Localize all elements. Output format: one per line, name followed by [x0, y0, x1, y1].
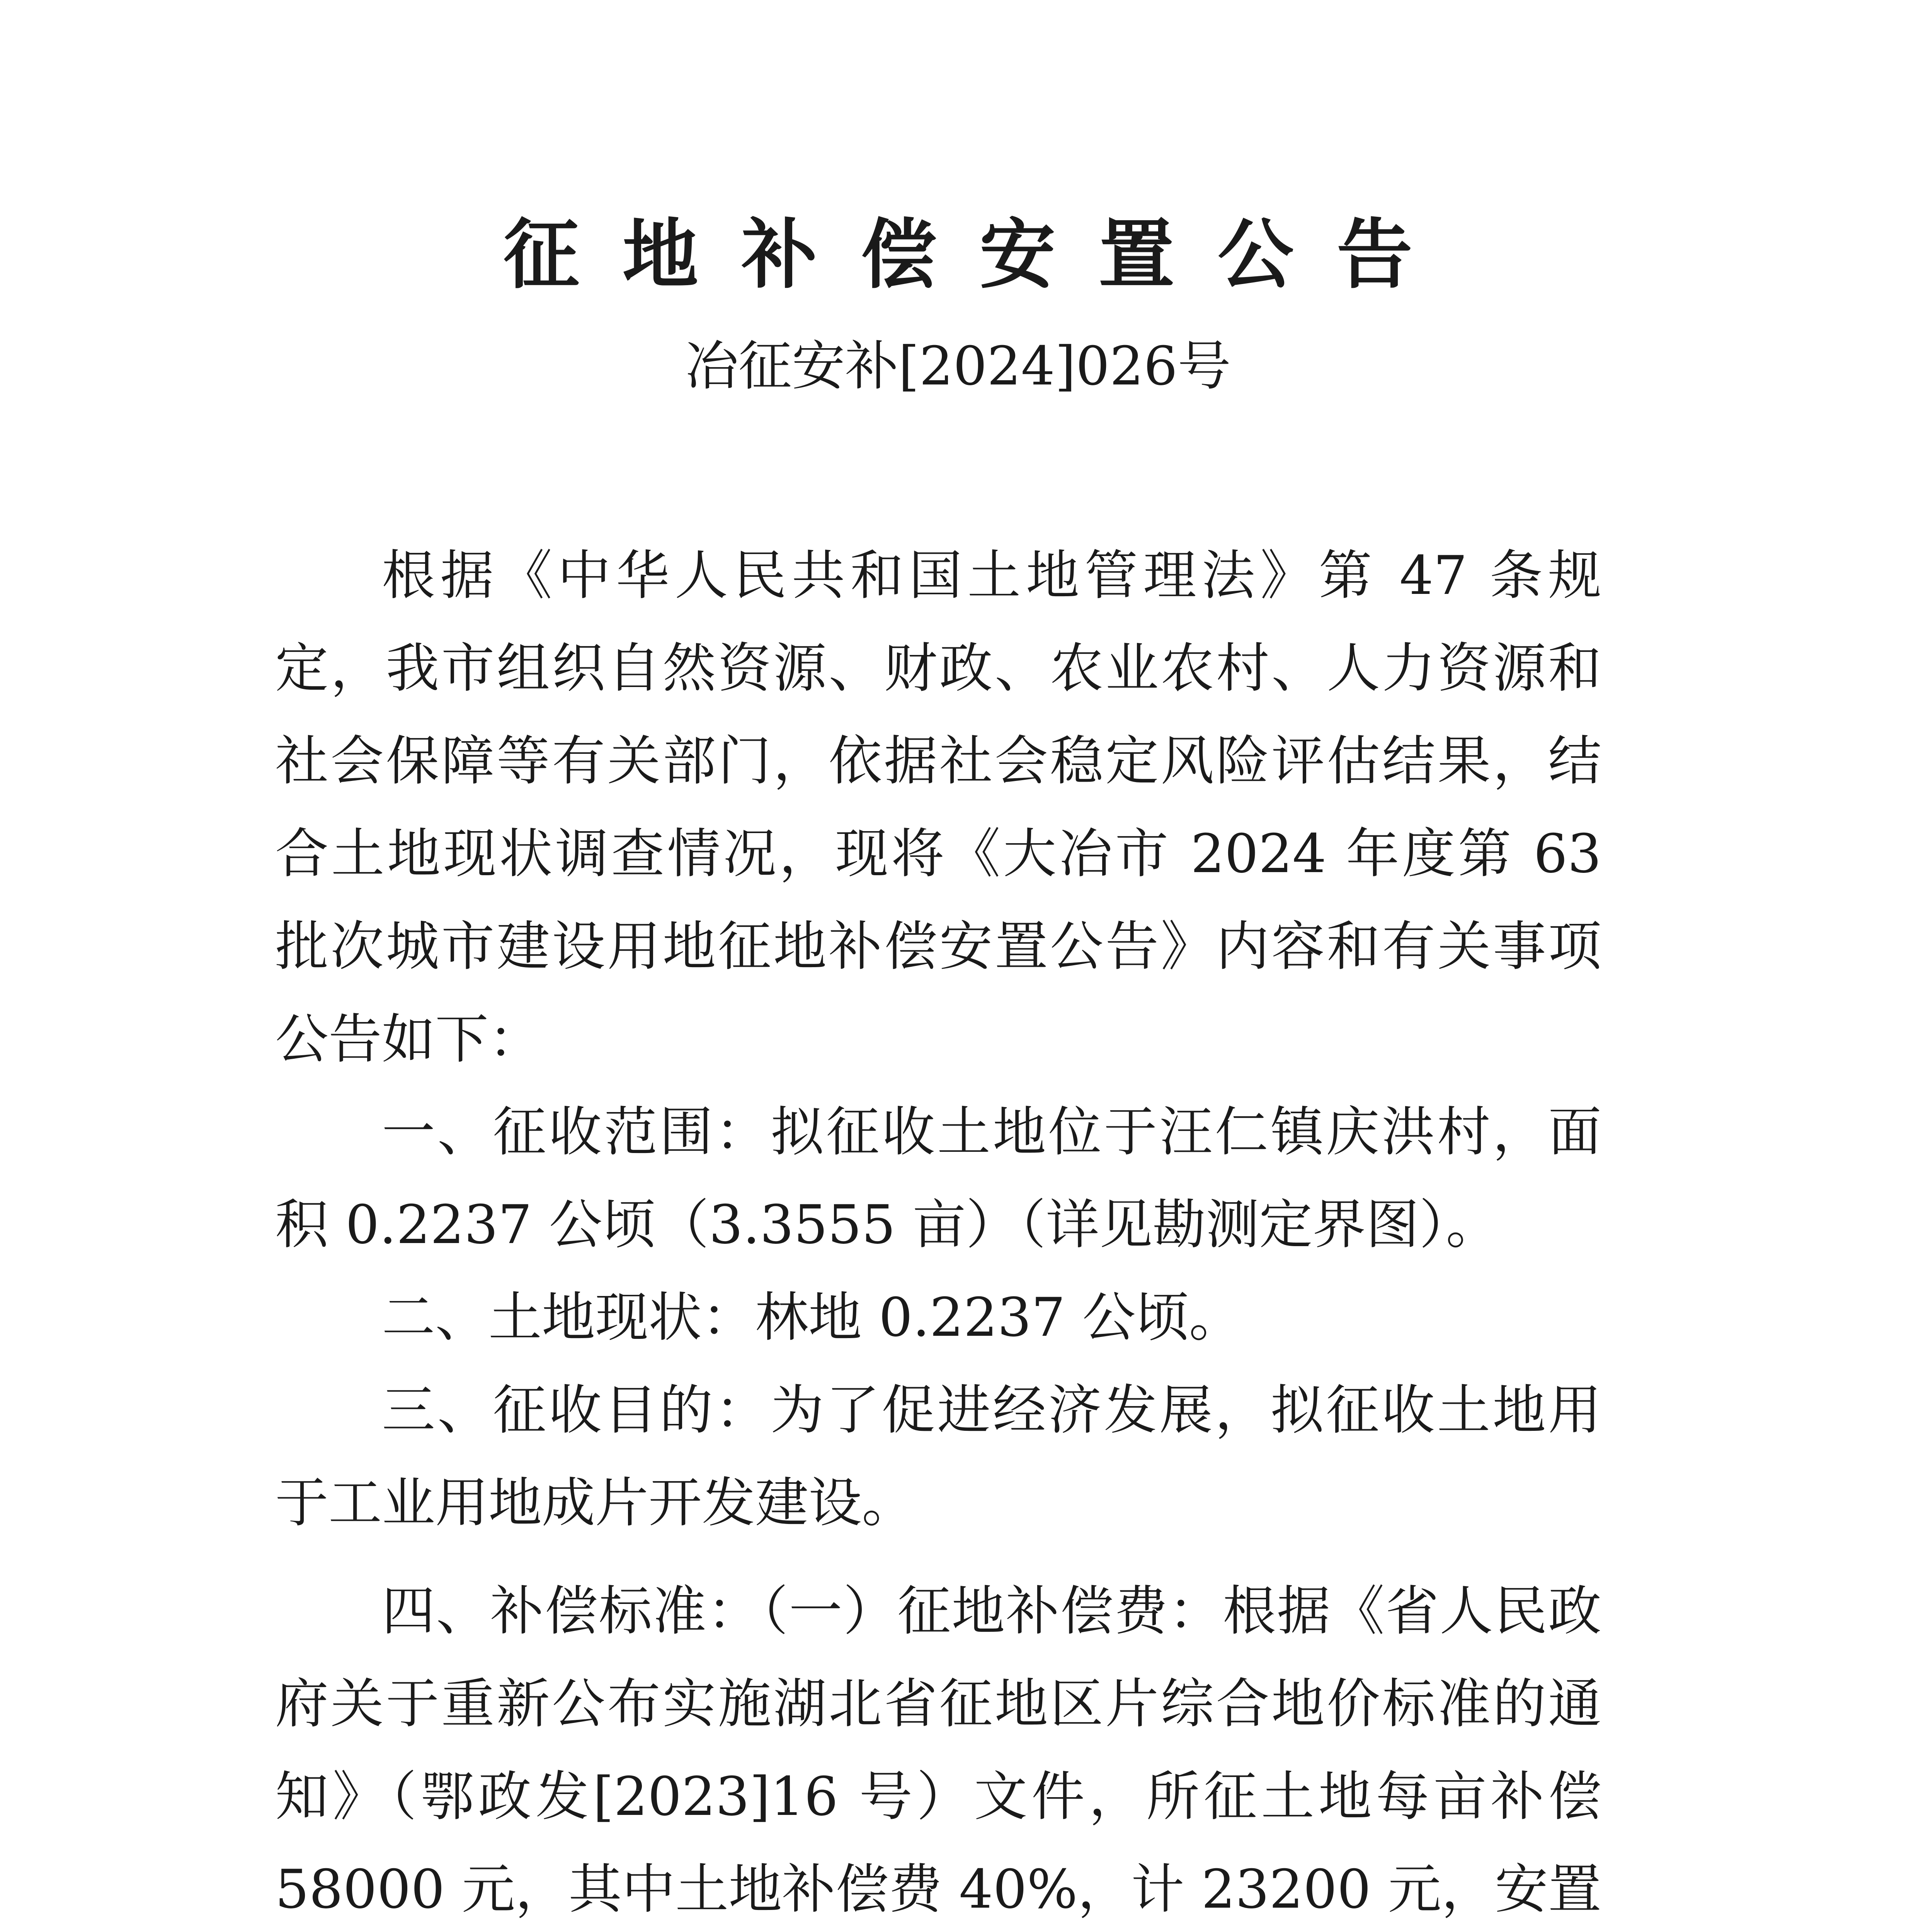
- section-2-land-status: 二、土地现状：林地 0.2237 公顷。: [382, 1286, 1242, 1349]
- section-1-scope: 一、征收范围：拟征收土地位于汪仁镇庆洪村，面积 0.2237 公顷（3.3555 亩）（详见勘测定界图）。: [275, 1101, 1601, 1256]
- document-body: [275, 529, 1601, 1932]
- document-title: 征地补偿安置公告: [503, 211, 1456, 299]
- section-4-compensation-standard: 四、补偿标准：（一）征地补偿费：根据《省人民政府关于重新公布实施湖北省征地区片综合地价标准的通知》（鄂政发[2023]16 号）文件，所征土地每亩补偿 58000 元，其中土地补偿费 40%，计 23200 元，安置: [275, 1580, 1601, 1920]
- section-3-purpose: 三、征收目的：为了促进经济发展，拟征收土地用于工业用地成片开发建设。: [275, 1379, 1601, 1534]
- document-number: 冶征安补[2024]026号: [685, 335, 1231, 397]
- intro-paragraph: 根据《中华人民共和国土地管理法》第 47 条规定，我市组织自然资源、财政、农业农村、人力资源和社会保障等有关部门，依据社会稳定风险评估结果，结合土地现状调查情况，现将《大冶市 2024 年度第 63 批次城市建设用地征地补偿安置公告》内容和有关事项公告如下：: [275, 544, 1601, 1070]
